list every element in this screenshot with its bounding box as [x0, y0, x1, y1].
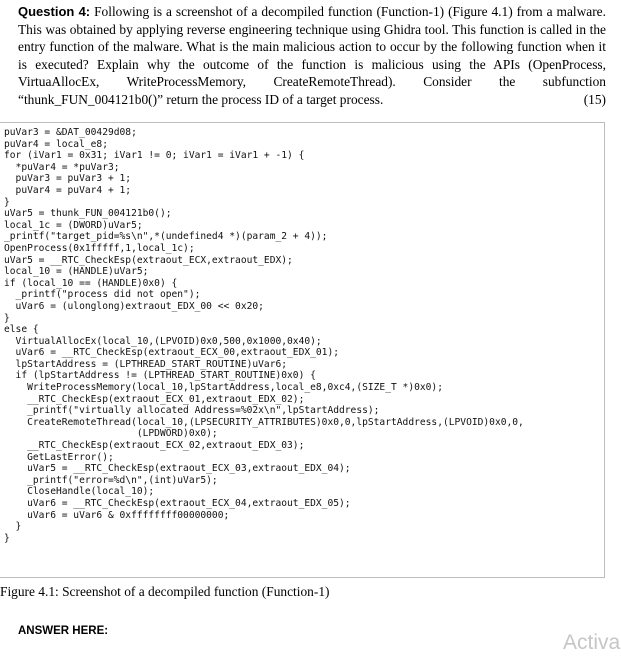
code-listing [4, 127, 524, 544]
code-line: else { [4, 324, 39, 336]
code-line: } [4, 521, 22, 533]
code-line: _printf("error=%d\n",(int)uVar5); [4, 474, 218, 486]
code-line: _printf("virtually allocated Address=%02x\n",lpStartAddress); [4, 405, 380, 417]
code-line: uVar6 = uVar6 & 0xffffffff00000000; [4, 509, 230, 521]
code-line: if (lpStartAddress != (LPTHREAD_START_ROUTINE)0x0) { [4, 370, 316, 382]
code-line: local_1c = (DWORD)uVar5; [4, 219, 143, 231]
question-paragraph [18, 3, 606, 109]
code-line: __RTC_CheckEsp(extraout_ECX_02,extraout_EDX_03); [4, 440, 305, 452]
code-line: uVar5 = thunk_FUN_004121b0(); [4, 208, 172, 220]
code-line: if (local_10 == (HANDLE)0x0) { [4, 277, 178, 289]
code-line: GetLastError(); [4, 451, 114, 463]
figure-caption: Figure 4.1: Screenshot of a decompiled function (Function-1) [0, 584, 330, 599]
code-line: puVar3 = &DAT_00429d08; [4, 127, 137, 138]
code-line: } [4, 312, 10, 324]
code-line: _printf("target_pid=%s\n",*(undefined4 *)(param_2 + 4)); [4, 231, 328, 243]
code-line: for (iVar1 = 0x31; iVar1 != 0; iVar1 = iVar1 + -1) { [4, 150, 305, 162]
code-line: local_10 = (HANDLE)uVar5; [4, 266, 149, 278]
answer-label: ANSWER HERE: [18, 625, 109, 637]
code-line: uVar6 = __RTC_CheckEsp(extraout_ECX_00,extraout_EDX_01); [4, 347, 340, 359]
code-line: puVar4 = puVar4 + 1; [4, 184, 132, 196]
code-line: *puVar4 = *puVar3; [4, 161, 120, 173]
code-line: (LPDWORD)0x0); [4, 428, 218, 440]
code-line: uVar5 = __RTC_CheckEsp(extraout_ECX,extraout_EDX); [4, 254, 293, 266]
code-line: } [4, 196, 10, 208]
question-label: Question 4: [18, 4, 91, 19]
code-line: VirtualAllocEx(local_10,(LPVOID)0x0,500,0x1000,0x40); [4, 335, 322, 347]
decompiled-code-screenshot [0, 122, 605, 578]
code-line: _printf("process did not open"); [4, 289, 201, 301]
code-line: __RTC_CheckEsp(extraout_ECX_01,extraout_EDX_02); [4, 393, 305, 405]
activation-watermark: Activa [563, 631, 621, 654]
code-line: WriteProcessMemory(local_10,lpStartAddress,local_e8,0xc4,(SIZE_T *)0x0); [4, 382, 443, 394]
code-line: uVar6 = __RTC_CheckEsp(extraout_ECX_04,extraout_EDX_05); [4, 498, 351, 509]
code-line: uVar5 = __RTC_CheckEsp(extraout_ECX_03,extraout_EDX_04); [4, 463, 351, 475]
code-line: puVar4 = local_e8; [4, 138, 108, 150]
code-line: CreateRemoteThread(local_10,(LPSECURITY_ATTRIBUTES)0x0,0,lpStartAddress,(LPVOID)0x0,0, [4, 416, 524, 428]
code-line: } [4, 532, 10, 544]
code-line: OpenProcess(0x1fffff,1,local_1c); [4, 242, 195, 254]
code-line: lpStartAddress = (LPTHREAD_START_ROUTINE)uVar6; [4, 358, 288, 370]
code-line: CloseHandle(local_10); [4, 486, 155, 498]
code-line: uVar6 = (ulonglong)extraout_EDX_00 << 0x20; [4, 300, 264, 312]
question-marks: (15) [583, 91, 606, 107]
code-line: puVar3 = puVar3 + 1; [4, 173, 132, 185]
question-text: Following is a screenshot of a decompiled function (Function-1) (Figure 4.1) from a malware. This was obtained by applying reverse engineering technique using Ghidra tool. This function is called in the entry function of the malware. What is the main malicious action to occur by the following function when it is executed? Explain why the outcome of the function is malicious using the APIs (OpenProcess, VirtuaAllocEx, WriteProcessMemory, CreateRemoteThread). Consider the subfunction “thunk_FUN_004121b0()” return the process ID of a target process. [18, 4, 606, 107]
